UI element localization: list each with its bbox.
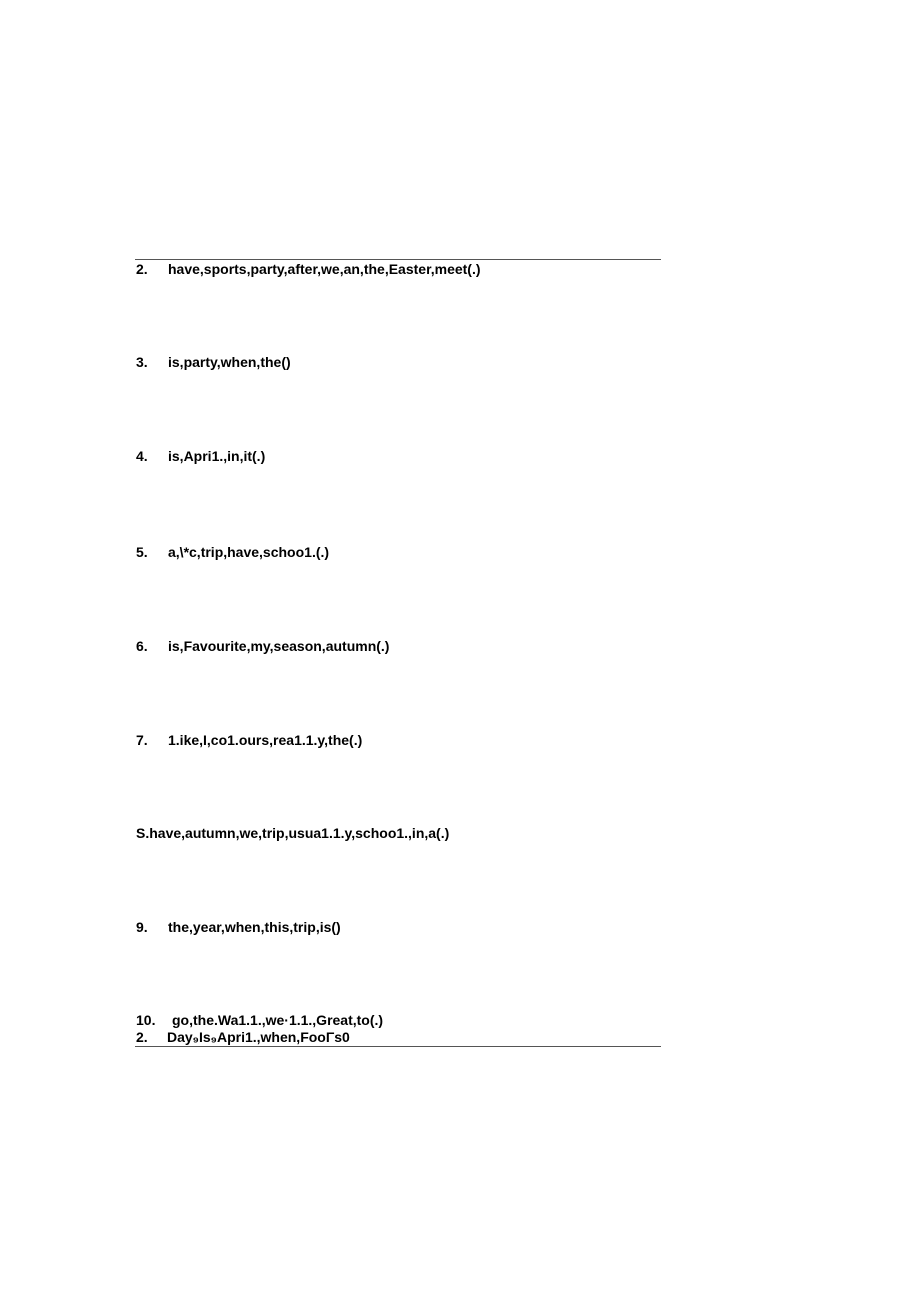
- item-number: 3.: [136, 354, 148, 370]
- item-text: have,sports,party,after,we,an,the,Easter,meet(.): [168, 261, 481, 277]
- item-number: 4.: [136, 448, 148, 464]
- list-item: [136, 1029, 350, 1045]
- list-item: [136, 261, 481, 277]
- item-number: 5.: [136, 544, 148, 560]
- item-text: the,year,when,this,trip,is(): [168, 919, 341, 935]
- item-text: 1.ike,I,co1.ours,rea1.1.y,the(.): [168, 732, 363, 748]
- item-text: is,Apri1.,in,it(.): [168, 448, 266, 464]
- item-text: is,Favourite,my,season,autumn(.): [168, 638, 390, 654]
- item-number: 2.: [136, 1029, 148, 1045]
- item-text: S.have,autumn,we,trip,usua1.1.y,schoo1.,in,a(.): [136, 825, 450, 841]
- list-item: [136, 919, 341, 935]
- list-item: [136, 825, 449, 841]
- list-item: [136, 544, 329, 560]
- list-item: [136, 1012, 383, 1028]
- item-text: is,party,when,the(): [168, 354, 291, 370]
- top-rule: [135, 259, 661, 260]
- item-number: 7.: [136, 732, 148, 748]
- item-number: 6.: [136, 638, 148, 654]
- bottom-rule: [135, 1046, 661, 1047]
- list-item: [136, 638, 389, 654]
- list-item: [136, 732, 362, 748]
- item-number: 2.: [136, 261, 148, 277]
- item-number: 10.: [136, 1012, 156, 1028]
- item-text: go,the.Wa1.1.,we·1.1.,Great,to(.): [172, 1012, 384, 1028]
- item-number: 9.: [136, 919, 148, 935]
- item-text: a,\*c,trip,have,schoo1.(.): [168, 544, 330, 560]
- list-item: [136, 448, 265, 464]
- list-item: [136, 354, 291, 370]
- item-text: Day₉Is₉Apri1.,when,FooΓs0: [167, 1029, 350, 1045]
